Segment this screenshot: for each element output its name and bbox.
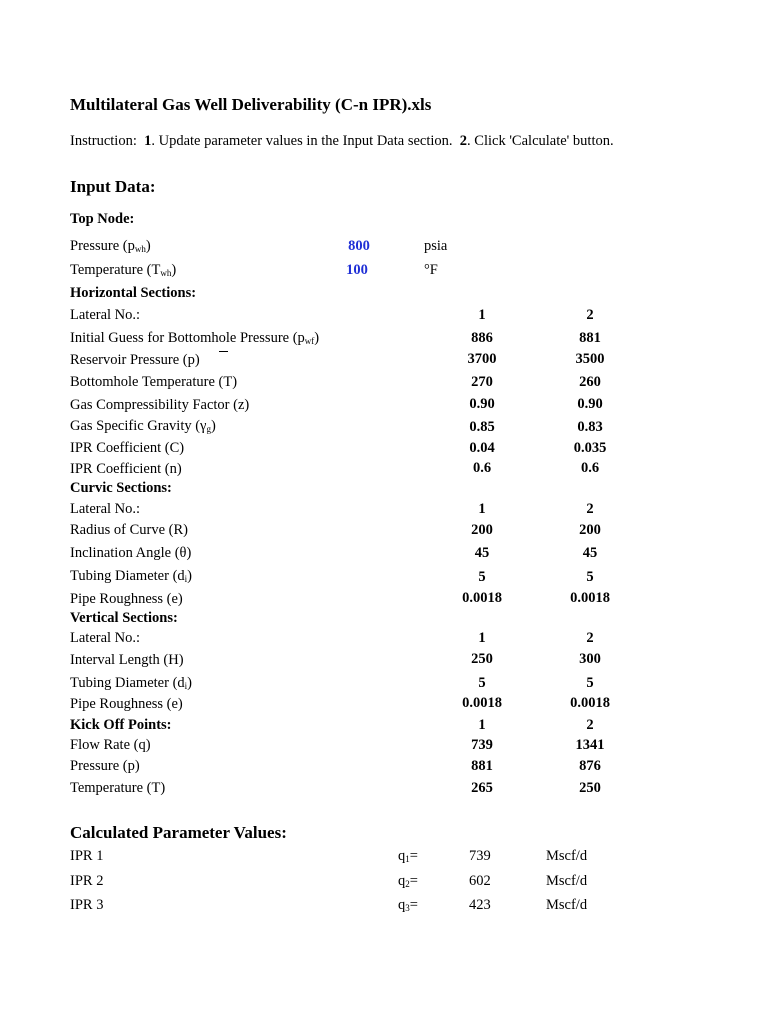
curvic-lateral-1: 1 xyxy=(478,501,486,517)
z-factor-label: Gas Compressibility Factor (z) xyxy=(70,397,250,413)
reservoir-pressure-overbar xyxy=(219,351,228,352)
calc-row-1-unit: Mscf/d xyxy=(546,848,588,864)
calculated-heading: Calculated Parameter Values: xyxy=(70,823,287,842)
interval-length-2[interactable]: 300 xyxy=(579,651,601,667)
kickoff-flow-label: Flow Rate (q) xyxy=(70,737,151,753)
instruction-prefix: Instruction: xyxy=(70,133,137,149)
curvic-lateral-label: Lateral No.: xyxy=(70,501,141,517)
radius-curve-1[interactable]: 200 xyxy=(471,522,493,538)
vertical-roughness-label: Pipe Roughness (e) xyxy=(70,696,183,712)
input-data-heading: Input Data: xyxy=(70,177,156,196)
ipr-c-label: IPR Coefficient (C) xyxy=(70,440,185,456)
vertical-tubing-label: Tubing Diameter $(d_i)$ xyxy=(70,675,193,691)
vertical-roughness-2[interactable]: 0.0018 xyxy=(570,695,610,711)
kickoff-lateral-1: 1 xyxy=(478,717,486,733)
z-factor-1[interactable]: 0.90 xyxy=(469,396,495,412)
kickoff-pressure-label: Pressure (p) xyxy=(70,758,140,774)
calc-row-3-value: 423 xyxy=(469,897,491,913)
instruction-step1-text: . Update parameter values in the Input Data section. xyxy=(151,133,453,149)
kickoff-temperature-1: 265 xyxy=(471,780,493,796)
inclination-angle-1[interactable]: 45 xyxy=(474,545,490,561)
calc-row-1-label: IPR 1 xyxy=(70,848,104,864)
bhp-guess-label: Initial Guess for Bottomhole Pressure $(p_{wf})$ xyxy=(70,330,320,346)
ipr-c-2[interactable]: 0.035 xyxy=(573,440,607,456)
curvic-tubing-2[interactable]: 5 xyxy=(586,569,594,585)
instruction-step1-number: 1 xyxy=(144,133,152,149)
curvic-roughness-label: Pipe Roughness (e) xyxy=(70,591,183,607)
curvic-lateral-2: 2 xyxy=(586,501,594,517)
ipr-n-2[interactable]: 0.6 xyxy=(580,460,600,476)
horizontal-lateral-label: Lateral No.: xyxy=(70,307,141,323)
bottomhole-temperature-label: Bottomhole Temperature (T) xyxy=(70,374,238,390)
calc-row-2-label: IPR 2 xyxy=(70,873,104,889)
curvic-sections-heading: Curvic Sections: xyxy=(70,480,172,496)
curvic-roughness-2[interactable]: 0.0018 xyxy=(570,590,610,606)
calc-row-1-value: 739 xyxy=(469,848,491,864)
horizontal-sections-heading: Horizontal Sections: xyxy=(70,285,197,301)
ipr-n-1[interactable]: 0.6 xyxy=(472,460,492,476)
top-pressure-label: Pressure $(p_{wh})$ xyxy=(70,238,151,254)
horizontal-lateral-2: 2 xyxy=(586,307,594,323)
bottomhole-temperature-2[interactable]: 260 xyxy=(579,374,601,390)
curvic-roughness-1[interactable]: 0.0018 xyxy=(462,590,502,606)
ipr-n-label: IPR Coefficient (n) xyxy=(70,461,182,477)
kickoff-flow-1: 739 xyxy=(471,737,493,753)
gas-gravity-label: Gas Specific Gravity $(\gamma_g)$ xyxy=(70,418,216,434)
vertical-lateral-label: Lateral No.: xyxy=(70,630,141,646)
z-factor-2[interactable]: 0.90 xyxy=(577,396,603,412)
reservoir-pressure-1[interactable]: 3700 xyxy=(467,351,497,367)
vertical-tubing-1[interactable]: 5 xyxy=(478,675,486,691)
radius-curve-2[interactable]: 200 xyxy=(579,522,601,538)
reservoir-pressure-label: Reservoir Pressure (p) xyxy=(70,352,200,368)
calc-row-2-unit: Mscf/d xyxy=(546,873,588,889)
curvic-tubing-1[interactable]: 5 xyxy=(478,569,486,585)
kickoff-lateral-2: 2 xyxy=(586,717,594,733)
inclination-angle-2[interactable]: 45 xyxy=(582,545,598,561)
top-temperature-unit: °F xyxy=(424,262,438,278)
reservoir-pressure-2[interactable]: 3500 xyxy=(575,351,605,367)
bottomhole-temperature-1[interactable]: 270 xyxy=(471,374,493,390)
kickoff-temperature-label: Temperature (T) xyxy=(70,780,166,796)
top-pressure-value[interactable]: 800 xyxy=(348,238,370,254)
vertical-roughness-1[interactable]: 0.0018 xyxy=(462,695,502,711)
instruction-step2-number: 2 xyxy=(459,133,468,149)
gas-gravity-2[interactable]: 0.83 xyxy=(577,419,603,435)
interval-length-label: Interval Length (H) xyxy=(70,652,184,668)
kickoff-temperature-2: 250 xyxy=(579,780,601,796)
calc-row-2-symbol: $q_2=$ xyxy=(398,873,418,889)
top-temperature-value[interactable]: 100 xyxy=(346,262,368,278)
calc-row-2-value: 602 xyxy=(469,873,491,889)
curvic-tubing-label: Tubing Diameter $(d_i)$ xyxy=(70,568,193,584)
interval-length-1[interactable]: 250 xyxy=(471,651,493,667)
kick-off-points-heading: Kick Off Points: xyxy=(70,717,172,733)
top-node-heading: Top Node: xyxy=(70,211,135,227)
top-temperature-label: Temperature $(T_{wh})$ xyxy=(70,262,177,278)
vertical-lateral-2: 2 xyxy=(586,630,594,646)
kickoff-pressure-1: 881 xyxy=(471,758,493,774)
instruction-line xyxy=(70,133,614,150)
horizontal-lateral-1: 1 xyxy=(478,307,486,323)
top-pressure-unit: psia xyxy=(424,238,448,254)
kickoff-flow-2: 1341 xyxy=(575,737,605,753)
calc-row-3-symbol: $q_3=$ xyxy=(398,897,418,913)
document-title: Multilateral Gas Well Deliverability (C-n IPR).xls xyxy=(70,95,432,114)
instruction-step2-text: . Click 'Calculate' button. xyxy=(467,133,614,149)
vertical-sections-heading: Vertical Sections: xyxy=(70,610,178,626)
bhp-guess-1[interactable]: 886 xyxy=(471,330,493,346)
calc-row-1-symbol: $q_1=$ xyxy=(398,848,418,864)
vertical-tubing-2[interactable]: 5 xyxy=(586,675,594,691)
calc-row-3-unit: Mscf/d xyxy=(546,897,588,913)
inclination-angle-label: Inclination Angle (θ) xyxy=(70,545,192,561)
gas-gravity-1[interactable]: 0.85 xyxy=(469,419,495,435)
calc-row-3-label: IPR 3 xyxy=(70,897,104,913)
radius-curve-label: Radius of Curve (R) xyxy=(70,522,188,538)
ipr-c-1[interactable]: 0.04 xyxy=(469,440,495,456)
vertical-lateral-1: 1 xyxy=(478,630,486,646)
kickoff-pressure-2: 876 xyxy=(579,758,601,774)
bhp-guess-2[interactable]: 881 xyxy=(579,330,601,346)
